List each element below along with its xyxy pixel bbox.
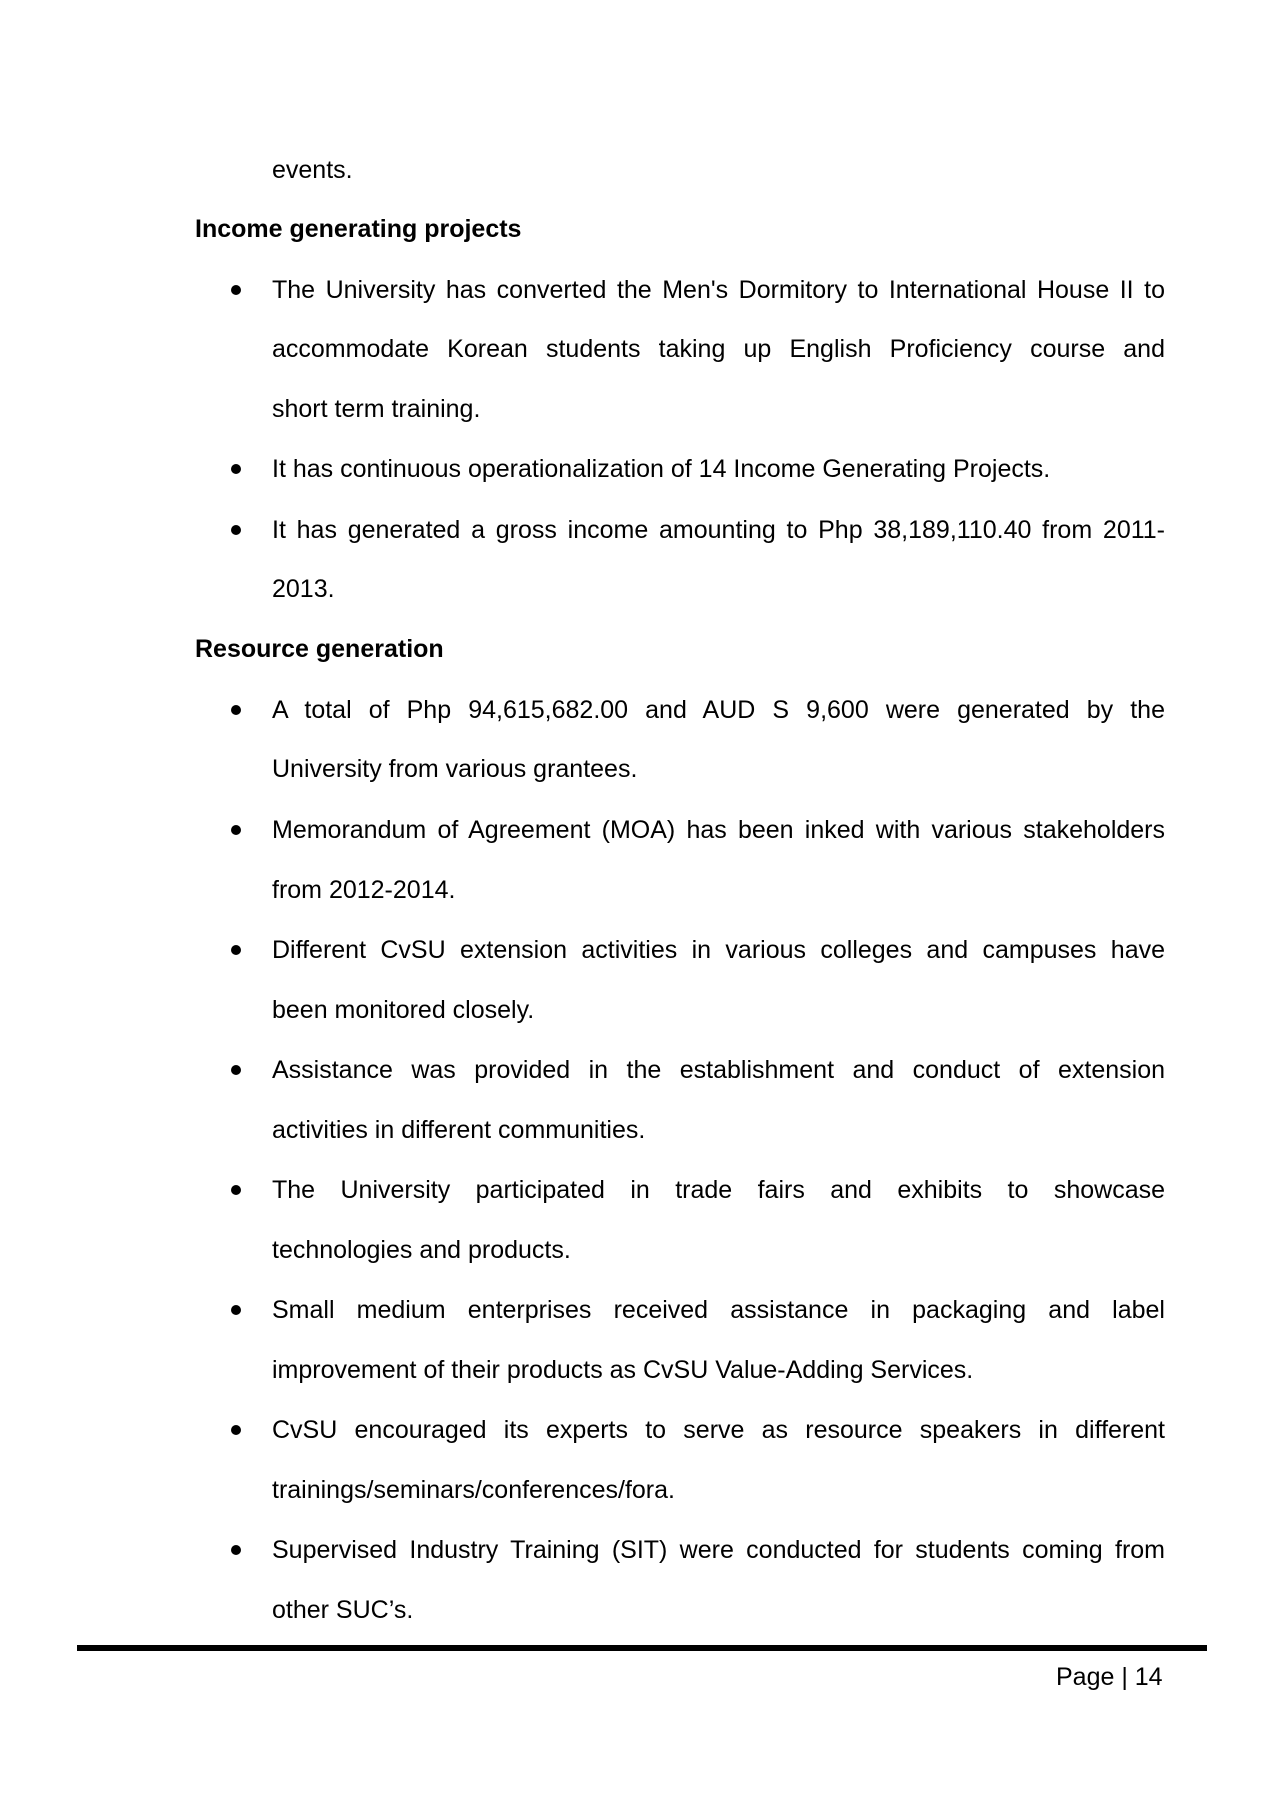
bullet-icon — [231, 1425, 241, 1435]
page-number: Page | 14 — [1056, 1663, 1163, 1691]
bullet-icon — [231, 705, 241, 715]
list-item-line: technologies and products. — [272, 1236, 571, 1264]
list-item-line: Small medium enterprises received assistance in packaging and label — [272, 1296, 1165, 1324]
footer-rule — [77, 1645, 1207, 1651]
list-item-line: It has continuous operationalization of 14 Income Generating Projects. — [272, 455, 1051, 483]
bullet-icon — [231, 464, 241, 474]
bullet-icon — [231, 285, 241, 295]
list-item-line: 2013. — [272, 575, 335, 603]
bullet-icon — [231, 945, 241, 955]
section-heading-resource: Resource generation — [195, 635, 444, 663]
section-heading-income: Income generating projects — [195, 215, 522, 243]
list-item-line: It has generated a gross income amounting to Php 38,189,110.40 from 2011- — [272, 516, 1165, 544]
list-item-line: University from various grantees. — [272, 755, 638, 783]
list-item-line: A total of Php 94,615,682.00 and AUD S 9,600 were generated by the — [272, 696, 1165, 724]
list-item-line: from 2012-2014. — [272, 876, 456, 904]
list-item-line: The University participated in trade fairs and exhibits to showcase — [272, 1176, 1165, 1204]
bullet-icon — [231, 1185, 241, 1195]
list-item-line: trainings/seminars/conferences/fora. — [272, 1476, 675, 1504]
list-item-line: Assistance was provided in the establishment and conduct of extension — [272, 1056, 1165, 1084]
list-item-line: CvSU encouraged its experts to serve as resource speakers in different — [272, 1416, 1165, 1444]
continuation-text: events. — [272, 156, 353, 184]
bullet-icon — [231, 525, 241, 535]
bullet-icon — [231, 1545, 241, 1555]
bullet-icon — [231, 825, 241, 835]
list-item-line: improvement of their products as CvSU Value-Adding Services. — [272, 1356, 974, 1384]
list-item-line: Supervised Industry Training (SIT) were conducted for students coming from — [272, 1536, 1165, 1564]
list-item-line: Different CvSU extension activities in various colleges and campuses have — [272, 936, 1165, 964]
list-item-line: The University has converted the Men's Dormitory to International House II to — [272, 276, 1165, 304]
bullet-icon — [231, 1305, 241, 1315]
list-item-line: activities in different communities. — [272, 1116, 646, 1144]
list-item-line: Memorandum of Agreement (MOA) has been inked with various stakeholders — [272, 816, 1165, 844]
list-item-line: other SUC’s. — [272, 1596, 414, 1624]
list-item-line: accommodate Korean students taking up English Proficiency course and — [272, 335, 1165, 363]
list-item-line: short term training. — [272, 395, 481, 423]
list-item-line: been monitored closely. — [272, 996, 535, 1024]
bullet-icon — [231, 1065, 241, 1075]
